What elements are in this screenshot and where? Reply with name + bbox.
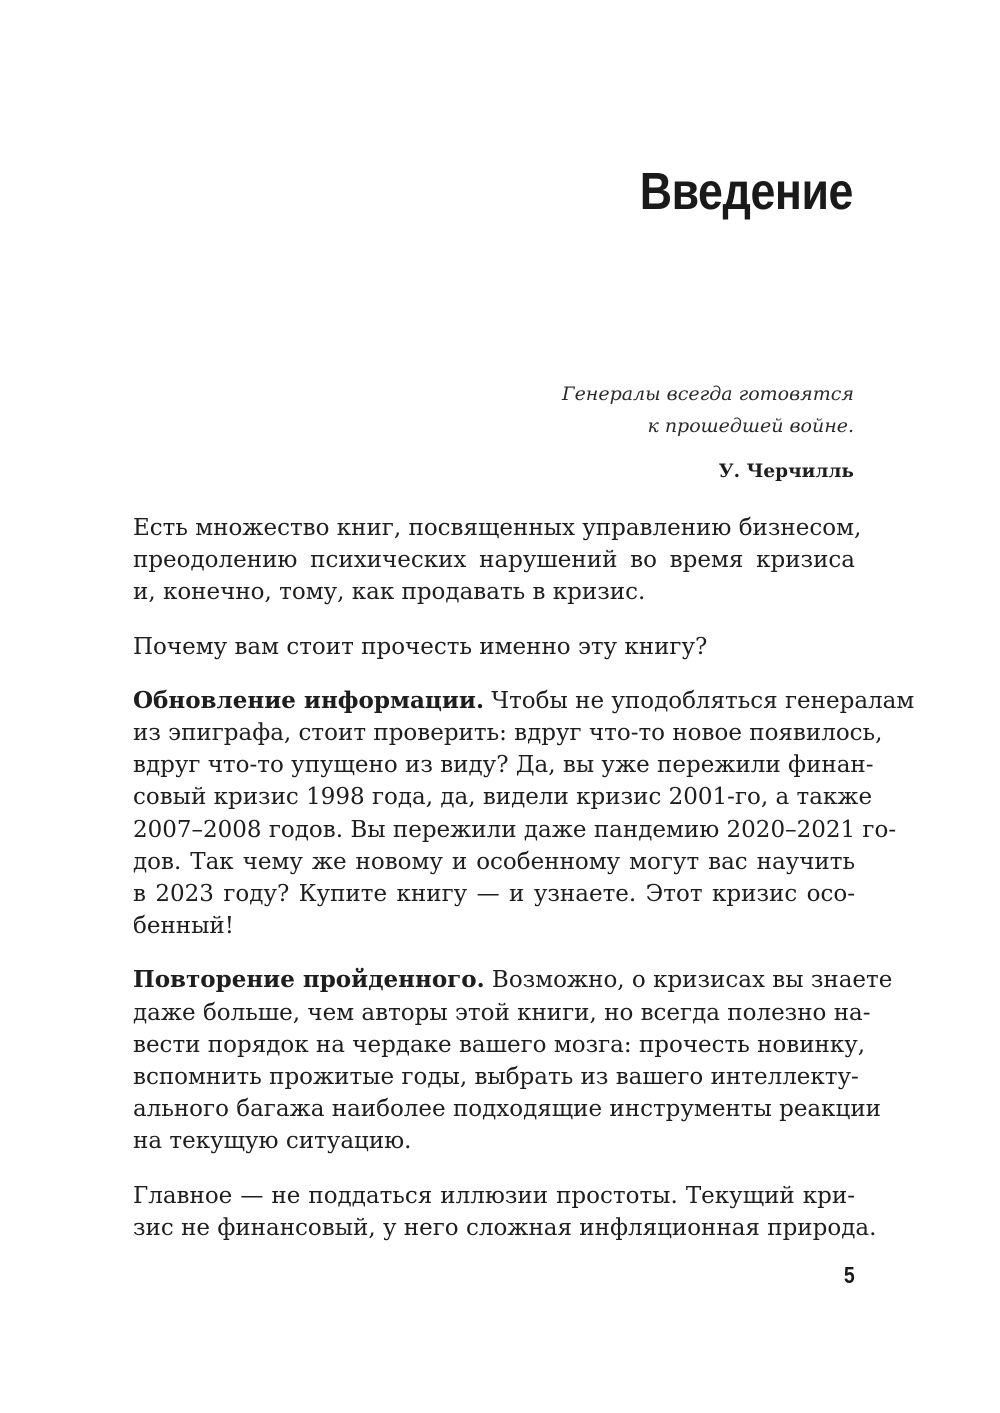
text-line: на текущую ситуацию. [133,1128,412,1155]
text-line: даже больше, чем авторы этой книги, но всегда полезно на- [133,999,871,1026]
epigraph-line: к прошедшей войне. [647,415,854,437]
paragraph [133,685,915,943]
epigraph-line: Генералы всегда готовятся [561,383,854,405]
text-line: из эпиграфа, стоит проверить: вдруг что-то новое появилось, [133,720,883,747]
text-fragment: Возможно, о кризисах вы знаете [484,967,893,994]
text-line: ального багажа наиболее подходящие инструменты реакции [133,1096,881,1123]
epigraph [354,378,854,486]
text-line [133,685,915,717]
text-line: бенный! [133,913,234,940]
epigraph-author: У. Черчилль [718,461,854,482]
text-line: Главное — не поддаться иллюзии простоты. Текущий кри- [133,1182,855,1209]
text-line: Есть множество книг, посвященных управлению бизнесом, [133,515,862,541]
text-line: вспомнить прожитые годы, выбрать из вашего интеллекту- [133,1064,859,1091]
text-line: в 2023 году? Купите книгу — и узнаете. Этот кризис осо- [133,881,855,908]
text-line: дов. Так чему же новому и особенному могут вас научить [133,848,855,875]
text-fragment: Чтобы не уподобляться генералам [483,687,915,714]
text-line [133,964,893,996]
paragraph-lead: Повторение пройденного. [133,966,485,994]
paragraph [133,1180,877,1244]
body-text [133,512,915,1266]
text-line: преодолению психических нарушений во время кризиса [133,547,855,574]
text-line: вдруг что-то упущено из виду? Да, вы уже пережили финан- [133,752,874,779]
text-line: 2007–2008 годов. Вы пережили даже пандемию 2020–2021 го- [133,816,897,843]
text-line: вести порядок на чердаке вашего мозга: прочесть новинку, [133,1031,866,1058]
text-line: зис не финансовый, у него сложная инфляционная природа. [133,1214,877,1241]
text-line: и, конечно, тому, как продавать в кризис. [133,579,646,606]
text-line: Почему вам стоит прочесть именно эту книгу? [133,633,708,660]
paragraph [133,512,862,609]
paragraph-lead: Обновление информации. [133,686,484,714]
paragraph [133,631,855,663]
chapter-title: Введение [639,163,853,221]
paragraph [133,964,893,1157]
page-number: 5 [844,1262,855,1288]
text-line: совый кризис 1998 года, да, видели кризис 2001-го, а также [133,784,873,811]
